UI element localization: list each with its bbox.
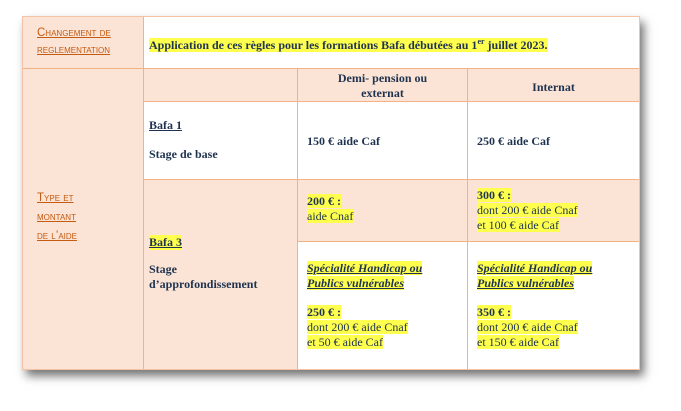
bafa3-subtitle: Stage d’approfondissement xyxy=(149,262,258,291)
bafa3-label-cell xyxy=(144,180,298,369)
bafa3-demi-cell: 200 € : aide Cnaf xyxy=(298,180,468,242)
specialite-label-demi: Spécialité Handicap ou Publics vulnérables xyxy=(307,261,423,290)
change-label-cell xyxy=(23,17,144,69)
blank-header-cell xyxy=(144,69,298,102)
application-cell xyxy=(144,17,639,69)
aid-table xyxy=(22,16,640,370)
bafa1-internat-cell: 250 € aide Caf xyxy=(468,102,639,180)
bafa1-subtitle: Stage de base xyxy=(149,147,218,161)
type-label: Type et montant de l’aide xyxy=(37,192,77,242)
bafa3-title: Bafa 3 xyxy=(149,235,182,249)
bafa1-demi-cell: 150 € aide Caf xyxy=(298,102,468,180)
application-text: Application de ces règles pour les formations Bafa débutées au 1er juillet 2023. xyxy=(149,37,548,52)
type-label-cell xyxy=(23,69,144,369)
change-label: Changement de reglementation xyxy=(37,27,111,56)
internat-header: Internat xyxy=(468,69,639,102)
bafa1-title: Bafa 1 xyxy=(149,118,182,132)
demi-pension-header: Demi- pension ou externat xyxy=(298,69,468,102)
specialite-label-internat: Spécialité Handicap ou Publics vulnérables xyxy=(477,261,593,290)
bafa3-internat-cell: 300 € : dont 200 € aide Cnaf et 100 € aide Caf xyxy=(468,180,639,242)
bafa3-specialite-internat-cell: Spécialité Handicap ou Publics vulnérables 350 € : dont 200 € aide Cnaf et 150 € aide Caf xyxy=(468,242,639,369)
bafa3-specialite-demi-cell: Spécialité Handicap ou Publics vulnérables 250 € : dont 200 € aide Cnaf et 50 € aide Caf xyxy=(298,242,468,369)
bafa1-label-cell xyxy=(144,102,298,180)
